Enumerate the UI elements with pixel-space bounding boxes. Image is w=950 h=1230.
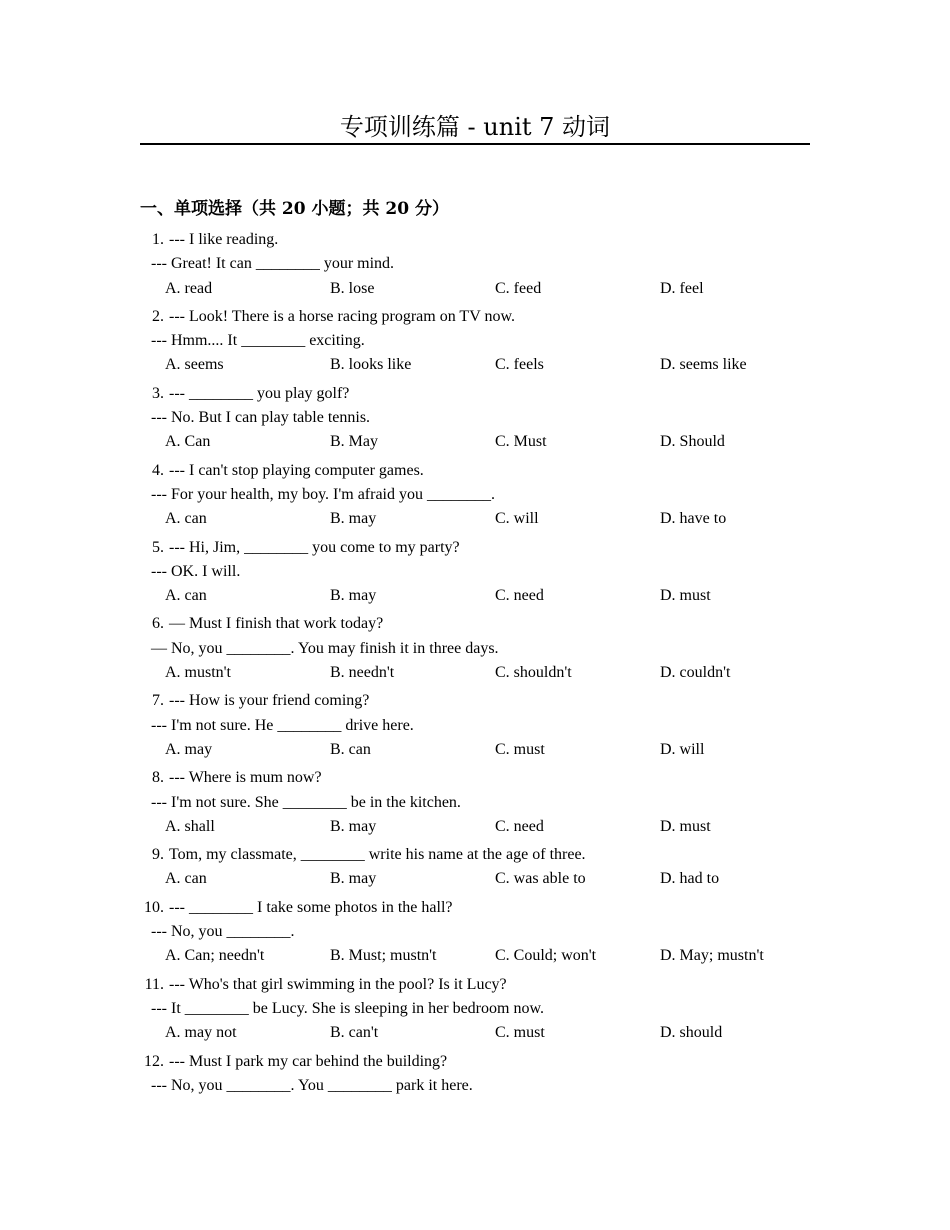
question-number: 5. (152, 538, 164, 556)
option-d: D. had to (660, 870, 720, 888)
question-number: 10. (144, 898, 164, 916)
question-response: — No, you ________. You may finish it in three days. (151, 639, 499, 657)
question-stem-line (140, 459, 820, 483)
question-stem: --- I like reading. (169, 231, 279, 248)
option-b: B. Must; mustn't (330, 947, 437, 965)
question-stem-line (140, 612, 820, 636)
question-stem: Tom, my classmate, ________ write his name at the age of three. (169, 846, 586, 864)
option-a: A. can (165, 510, 207, 528)
question-number: 3. (152, 384, 164, 402)
option-c: C. was able to (495, 870, 586, 888)
question-response: --- I'm not sure. He ________ drive here. (151, 716, 414, 734)
question-number: 11. (144, 975, 164, 993)
question-response: --- No, you ________. You ________ park it here. (151, 1076, 473, 1094)
option-a: A. read (165, 279, 213, 297)
option-d: D. Should (660, 433, 725, 451)
option-d: D. seems like (660, 356, 747, 374)
options-row (140, 661, 820, 685)
option-a: A. can (165, 587, 207, 605)
question-response: --- It ________ be Lucy. She is sleeping in her bedroom now. (151, 999, 544, 1017)
question-stem-line (140, 536, 820, 560)
question-number: 2. (152, 307, 164, 325)
option-d: D. must (660, 817, 711, 835)
question-stem: --- I can't stop playing computer games. (169, 461, 424, 479)
question (140, 843, 820, 892)
question (140, 536, 820, 609)
question-number: 6. (152, 615, 164, 633)
option-c: C. will (495, 510, 539, 528)
option-b: B. may (330, 870, 377, 888)
option-a: A. may not (165, 1024, 237, 1042)
question-number: 9. (152, 846, 164, 864)
question-stem: --- Hi, Jim, ________ you come to my party? (169, 538, 460, 556)
options-row (140, 738, 820, 762)
option-d: D. have to (660, 510, 727, 528)
question-response: --- Great! It can ________ your mind. (151, 255, 395, 273)
question-stem: --- Must I park my car behind the building? (169, 1052, 448, 1070)
options-row (140, 1021, 820, 1045)
question-stem-line (140, 766, 820, 790)
option-c: C. feed (495, 279, 542, 297)
question-stem-line (140, 382, 820, 406)
question-stem-line (140, 973, 820, 997)
option-c: C. need (495, 817, 544, 835)
question-stem: --- Where is mum now? (169, 769, 322, 787)
option-b: B. may (330, 510, 377, 528)
title-underline (140, 143, 810, 145)
page-title: 专项训练篇 - unit 7 动词 (339, 113, 611, 141)
option-a: A. Can; needn't (165, 947, 265, 965)
question-stem: --- ________ I take some photos in the hall? (169, 898, 453, 916)
option-b: B. can't (330, 1024, 379, 1042)
question-number: 8. (152, 769, 164, 787)
option-a: A. Can (165, 433, 211, 451)
option-a: A. shall (165, 817, 215, 835)
question-stem: --- Look! There is a horse racing program on TV now. (169, 307, 515, 325)
option-b: B. needn't (330, 664, 395, 682)
question-number: 1. (152, 231, 164, 248)
option-d: D. must (660, 587, 711, 605)
option-d: D. should (660, 1024, 723, 1042)
question (140, 612, 820, 685)
option-d: D. feel (660, 279, 704, 297)
question (140, 459, 820, 532)
options-row (140, 944, 820, 968)
question (140, 896, 820, 969)
option-b: B. can (330, 740, 371, 758)
question (140, 305, 820, 378)
question-stem: --- Who's that girl swimming in the pool? Is it Lucy? (169, 975, 507, 993)
option-d: D. May; mustn't (660, 947, 764, 965)
question-stem: — Must I finish that work today? (169, 615, 384, 633)
option-b: B. lose (330, 279, 375, 297)
question-stem-line (140, 843, 820, 867)
option-b: B. looks like (330, 356, 412, 374)
question-stem: --- How is your friend coming? (169, 692, 370, 710)
question-response: --- No. But I can play table tennis. (151, 409, 371, 427)
options-row (140, 353, 820, 377)
options-row (140, 277, 820, 301)
options-row (140, 584, 820, 608)
question-response: --- No, you ________. (151, 923, 295, 941)
option-c: C. Must (495, 433, 547, 451)
question-stem-line (140, 689, 820, 713)
option-c: C. need (495, 587, 544, 605)
options-row (140, 507, 820, 531)
option-b: B. may (330, 587, 377, 605)
option-a: A. seems (165, 356, 224, 374)
question-response: --- Hmm.... It ________ exciting. (151, 332, 365, 350)
question (140, 973, 820, 1046)
option-a: A. can (165, 870, 207, 888)
question-response: --- For your health, my boy. I'm afraid you ________. (151, 485, 495, 503)
question-response: --- OK. I will. (151, 562, 241, 580)
option-b: B. may (330, 817, 377, 835)
option-d: D. couldn't (660, 664, 731, 682)
option-a: A. mustn't (165, 664, 231, 682)
question (140, 689, 820, 762)
question (140, 766, 820, 839)
option-a: A. may (165, 740, 213, 758)
section-heading: 一、单项选择（共 20 小题；共 20 分） (140, 199, 449, 219)
question-stem: --- ________ you play golf? (169, 384, 350, 402)
options-row (140, 430, 820, 454)
option-d: D. will (660, 740, 705, 758)
question-stem-line (140, 1050, 820, 1074)
question (140, 382, 820, 455)
question-number: 4. (152, 461, 164, 479)
question-stem-line (140, 896, 820, 920)
question-list (140, 228, 820, 1102)
option-b: B. May (330, 433, 378, 451)
options-row (140, 815, 820, 839)
option-c: C. feels (495, 356, 544, 374)
question-response: --- I'm not sure. She ________ be in the kitchen. (151, 793, 461, 811)
question-number: 7. (152, 692, 164, 710)
question-stem-line (140, 228, 820, 252)
question (140, 228, 820, 301)
option-c: C. must (495, 740, 545, 758)
options-row (140, 867, 820, 891)
question-number: 12. (144, 1052, 164, 1070)
option-c: C. Could; won't (495, 947, 597, 965)
question (140, 1050, 820, 1099)
option-c: C. shouldn't (495, 664, 572, 682)
option-c: C. must (495, 1024, 545, 1042)
question-stem-line (140, 305, 820, 329)
